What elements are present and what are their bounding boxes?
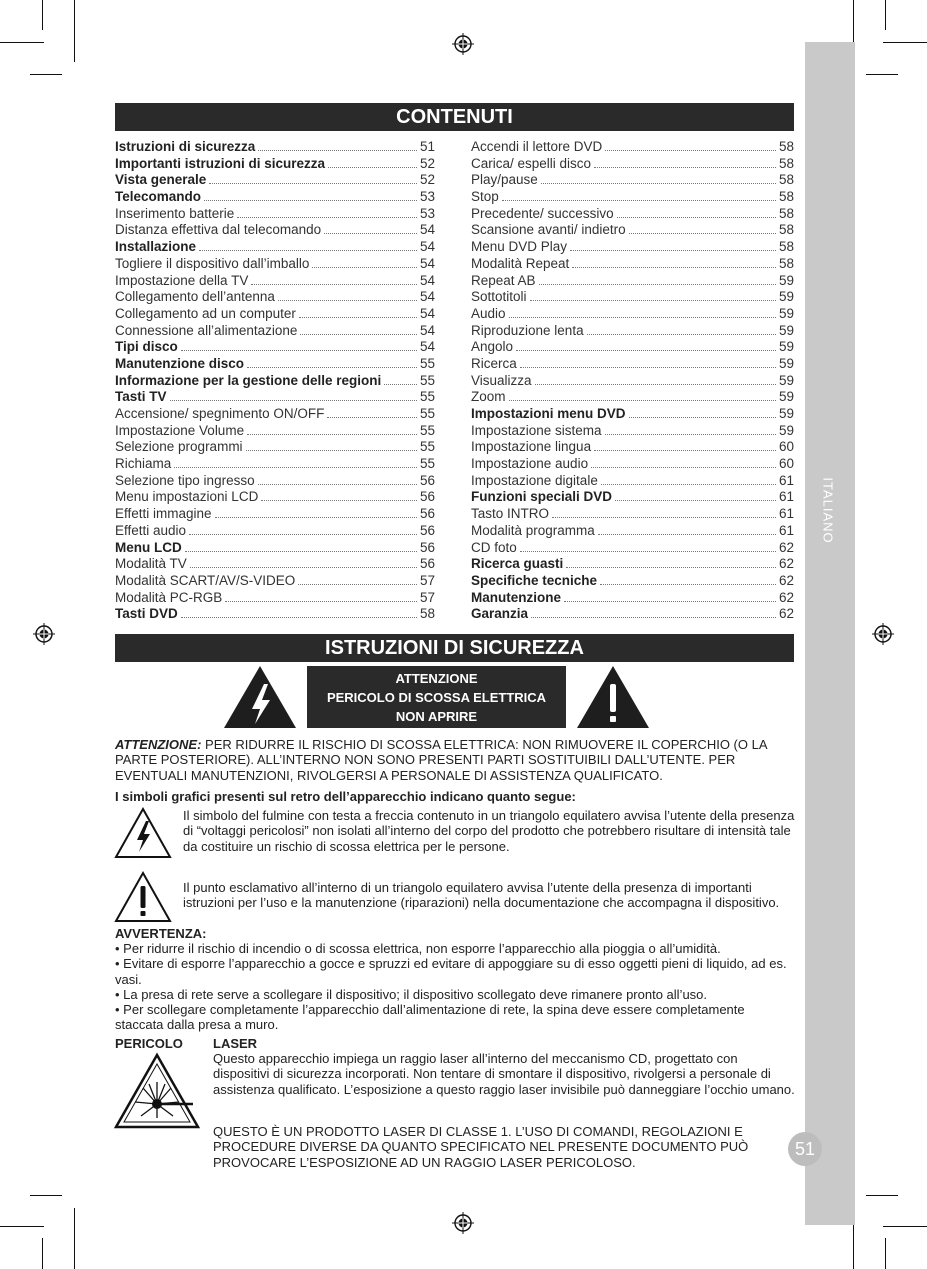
toc-entry-label: Tasto INTRO [471,506,550,522]
toc-leader-dots [299,317,417,318]
toc-entry-label: Repeat AB [471,272,536,288]
language-sidebar [805,42,855,1225]
toc-entry-label: Sottotitoli [471,289,527,305]
toc-entry [115,439,435,456]
toc-leader-dots [520,367,776,368]
toc-entry [115,356,435,373]
toc-leader-dots [531,617,776,618]
attention-label: ATTENZIONE: [115,737,202,752]
avvertenza-item: • Evitare di esporre l’apparecchio a gocce e spruzzi ed evitare di appoggiare su di esso oggetti pieni di liquido, ad es. vasi. [115,956,787,987]
toc-entry-page: 62 [778,572,794,588]
crop-mark [74,0,75,62]
toc-entry [471,323,794,340]
laser-description: Questo apparecchio impiega un raggio laser all’interno del meccanismo CD, progettato con dispositivi di sicurezza incorporati. Non tentare di smontare il dispositivo, rivolgersi a personale di assistenza qualificato. L’esposizione a questo raggio laser invisibile può danneggiare l’occhio umano. [213,1051,795,1097]
toc-leader-dots [601,484,776,485]
toc-leader-dots [509,400,776,401]
toc-entry [471,540,794,557]
toc-entry-label: Modalità PC-RGB [115,589,223,605]
crop-mark [0,1226,44,1227]
toc-leader-dots [190,567,417,568]
toc-entry-label: CD foto [471,539,517,555]
toc-entry [471,256,794,273]
toc-leader-dots [199,250,417,251]
toc-leader-dots [566,567,776,568]
toc-entry-page: 59 [778,289,794,305]
toc-entry-label: Manutenzione disco [115,355,245,371]
page-number: 51 [788,1132,822,1166]
toc-entry-page: 58 [778,255,794,271]
toc-entry [471,523,794,540]
toc-entry [115,339,435,356]
toc-entry [471,439,794,456]
toc-entry [115,156,435,173]
toc-entry-page: 58 [778,155,794,171]
toc-entry-label: Importanti istruzioni di sicurezza [115,155,326,171]
toc-leader-dots [204,200,417,201]
toc-leader-dots [617,217,776,218]
toc-leader-dots [215,517,417,518]
toc-entry-label: Impostazioni menu DVD [471,406,626,421]
toc-entry-page: 58 [419,606,435,622]
toc-entry-page: 55 [419,406,435,421]
toc-entry-page: 60 [778,439,794,455]
toc-entry-label: Collegamento ad un computer [115,305,296,321]
toc-entry-page: 56 [419,522,435,538]
toc-leader-dots [605,434,776,435]
toc-entry-label: Garanzia [471,606,529,622]
toc-entry-label: Tasti TV [115,389,167,405]
toc-entry [471,139,794,156]
crop-mark [866,1195,898,1196]
toc-leader-dots [572,267,776,268]
toc-entry-page: 54 [419,222,435,238]
toc-entry-label: Selezione tipo ingresso [115,472,255,488]
toc-leader-dots [605,150,776,151]
toc-entry-page: 59 [778,305,794,321]
toc-leader-dots [509,317,776,318]
toc-entry-page: 52 [419,155,435,171]
toc-leader-dots [209,183,417,184]
toc-entry-page: 59 [778,422,794,438]
toc-entry-label: Ricerca guasti [471,556,564,572]
toc-entry [115,406,435,423]
toc-entry-page: 56 [419,506,435,522]
toc-entry-page: 57 [419,589,435,605]
toc-entry-page: 54 [419,255,435,271]
toc-entry-page: 59 [778,272,794,288]
toc-right-column [471,139,794,623]
toc-entry [471,590,794,607]
toc-entry-page: 54 [419,289,435,305]
language-label: ITALIANO [820,476,836,544]
toc-leader-dots [516,350,776,351]
crop-mark [42,1238,43,1269]
registration-mark-icon [452,33,474,55]
toc-entry-label: Selezione programmi [115,439,243,455]
toc-entry [115,256,435,273]
toc-entry [471,373,794,390]
toc-entry-label: Scansione avanti/ indietro [471,222,626,238]
toc-entry-page: 58 [778,205,794,221]
avvertenza-list [115,941,795,1033]
toc-entry-page: 62 [778,556,794,572]
lightning-description: Il simbolo del fulmine con testa a freccia contenuto in un triangolo equilatero avvisa l’utente della presenza di “voltaggi pericolosi” non isolati all’interno del corpo del prodotto che potrebbero risultare di intensità tale da costituire un rischio di scossa elettrica per le persone. [183,808,795,854]
toc-leader-dots [174,467,417,468]
toc-entry [115,373,435,390]
toc-leader-dots [170,400,417,401]
crop-mark [866,74,898,75]
toc-entry-page: 62 [778,606,794,622]
toc-entry-page: 55 [419,372,435,388]
lightning-symbol-icon [113,806,173,860]
toc-entry-page: 57 [419,572,435,588]
toc-entry [471,156,794,173]
toc-leader-dots [552,517,776,518]
toc-entry-label: Istruzioni di sicurezza [115,139,256,154]
toc-entry-page: 56 [419,489,435,505]
symbols-heading: I simboli grafici presenti sul retro dell’apparecchio indicano quanto segue: [115,789,576,804]
toc-entry [471,222,794,239]
toc-entry-label: Stop [471,189,499,205]
toc-entry-page: 61 [778,472,794,488]
toc-entry-page: 55 [419,456,435,472]
toc-entry-page: 59 [778,406,794,421]
toc-entry-page: 59 [778,389,794,405]
toc-entry-label: Accendi il lettore DVD [471,139,603,154]
toc-entry-label: Carica/ espelli disco [471,155,592,171]
toc-entry-page: 58 [778,239,794,255]
toc-entry-label: Richiama [115,456,172,472]
toc-entry-label: Modalità TV [115,556,187,572]
toc-leader-dots [629,417,776,418]
toc-entry-label: Tasti DVD [115,606,178,622]
toc-leader-dots [261,500,417,501]
avvertenza-item: • Per scollegare completamente l’apparecchio dall’alimentazione di rete, la spina deve essere completamente staccata dalla presa a muro. [115,1002,745,1033]
toc-leader-dots [298,584,417,585]
safety-title: ISTRUZIONI DI SICUREZZA [115,634,794,662]
toc-leader-dots [502,200,776,201]
toc-leader-dots [520,551,776,552]
toc-entry-page: 61 [778,506,794,522]
toc-entry [115,573,435,590]
toc-entry-label: Collegamento dell’antenna [115,289,275,305]
toc-entry-label: Distanza effettiva dal telecomando [115,222,322,238]
toc-leader-dots [587,334,776,335]
toc-leader-dots [247,367,417,368]
avvertenza-title: AVVERTENZA: [115,926,207,941]
toc-entry-page: 54 [419,339,435,355]
exclamation-description: Il punto esclamativo all’interno di un triangolo equilatero avvisa l’utente della presenza di importanti istruzioni per l’uso e la manutenzione (riparazioni) nella documentazione che accompagna il dispositivo. [183,880,780,911]
toc-entry-label: Tipi disco [115,339,178,355]
exclamation-symbol-icon [113,870,173,924]
toc-entry [471,306,794,323]
toc-entry [471,556,794,573]
attention-paragraph [115,737,795,783]
toc-entry-page: 55 [419,422,435,438]
toc-entry [115,523,435,540]
toc-leader-dots [327,417,417,418]
toc-entry [471,172,794,189]
toc-entry-label: Impostazione Volume [115,422,245,438]
toc-entry-label: Modalità Repeat [471,255,570,271]
toc-entry [115,222,435,239]
toc-entry [471,473,794,490]
toc-entry-page: 62 [778,539,794,555]
toc-leader-dots [312,267,417,268]
toc-entry-label: Impostazione digitale [471,472,598,488]
warning-box [307,666,566,728]
toc-entry [115,206,435,223]
toc-leader-dots [225,601,417,602]
laser-class-warning: QUESTO È UN PRODOTTO LASER DI CLASSE 1. L’USO DI COMANDI, REGOLAZIONI E PROCEDURE DIVERSE DA QUANTO SPECIFICATO NEL PRESENTE DOCUMENTO PUÒ PROVOCARE L’ESPOSIZIONE AD UN RAGGIO LASER PERICOLOSO. [213,1124,749,1170]
registration-mark-icon [33,623,55,645]
toc-entry [471,189,794,206]
toc-entry-label: Play/pause [471,172,538,188]
toc-leader-dots [247,434,417,435]
toc-entry [471,356,794,373]
toc-entry-label: Menu LCD [115,539,182,555]
avvertenza-item: • La presa di rete serve a scollegare il dispositivo; il dispositivo scollegato deve rimanere pronto all’uso. [115,986,708,1002]
toc-entry-page: 61 [778,522,794,538]
toc-entry-label: Inserimento batterie [115,205,235,221]
toc-entry-page: 54 [419,305,435,321]
registration-mark-icon [452,1212,474,1234]
toc-entry-page: 58 [778,139,794,154]
toc-entry [471,206,794,223]
toc-left-column [115,139,435,623]
toc-entry-label: Connessione all’alimentazione [115,322,298,338]
avvertenza-item: • Per ridurre il rischio di incendio o di scossa elettrica, non esporre l’apparecchio alla pioggia o all’umidità. [115,941,721,956]
registration-mark-icon [872,623,894,645]
toc-entry-label: Informazione per la gestione delle regioni [115,372,382,388]
toc-entry-page: 51 [419,139,435,154]
toc-entry-label: Manutenzione [471,589,561,605]
toc-leader-dots [594,450,776,451]
toc-entry [471,239,794,256]
crop-mark [74,1208,75,1269]
toc-entry [115,606,435,623]
crop-mark [885,0,886,30]
toc-entry [115,590,435,607]
toc-entry [115,306,435,323]
toc-entry [115,323,435,340]
exclamation-warning-icon [575,664,651,730]
toc-leader-dots [384,384,417,385]
toc-entry-page: 53 [419,189,435,205]
toc-entry-label: Togliere il dispositivo dall’imballo [115,255,310,271]
toc-entry [471,273,794,290]
toc-entry-page: 62 [778,589,794,605]
toc-entry-page: 59 [778,322,794,338]
toc-entry-label: Impostazione lingua [471,439,592,455]
toc-entry [471,606,794,623]
toc-leader-dots [189,534,417,535]
toc-entry-page: 56 [419,472,435,488]
toc-leader-dots [541,183,776,184]
toc-entry-page: 54 [419,239,435,255]
toc-entry [471,289,794,306]
toc-entry-page: 58 [778,222,794,238]
toc-leader-dots [591,467,776,468]
toc-entry [471,406,794,423]
toc-entry-label: Vista generale [115,172,207,188]
toc-entry-label: Ricerca [471,355,517,371]
toc-title: CONTENUTI [115,103,794,131]
toc-entry-page: 61 [778,489,794,505]
toc-entry-page: 56 [419,539,435,555]
toc-entry-label: Angolo [471,339,514,355]
toc-entry-page: 54 [419,272,435,288]
toc-entry [115,239,435,256]
toc-entry-label: Precedente/ successivo [471,205,614,221]
toc-leader-dots [629,233,776,234]
toc-entry-label: Audio [471,305,506,321]
toc-entry-label: Impostazione audio [471,456,589,472]
laser-warning-icon [113,1052,201,1130]
toc-entry-page: 52 [419,172,435,188]
toc-leader-dots [300,334,417,335]
toc-leader-dots [539,284,776,285]
toc-leader-dots [535,384,776,385]
toc-entry-page: 60 [778,456,794,472]
toc-entry-label: Modalità SCART/AV/S-VIDEO [115,572,296,588]
toc-entry [471,506,794,523]
toc-leader-dots [600,584,776,585]
lightning-warning-icon [222,664,298,730]
toc-entry [115,273,435,290]
toc-entry [115,540,435,557]
toc-entry-label: Specifiche tecniche [471,572,598,588]
toc-leader-dots [258,484,417,485]
toc-entry-label: Funzioni speciali DVD [471,489,613,505]
toc-entry-label: Riproduzione lenta [471,322,584,338]
toc-leader-dots [251,284,417,285]
toc-entry [115,172,435,189]
toc-leader-dots [598,534,776,535]
pericolo-label: PERICOLO [115,1036,183,1051]
toc-entry-page: 54 [419,322,435,338]
toc-entry-page: 56 [419,556,435,572]
attention-text: PER RIDURRE IL RISCHIO DI SCOSSA ELETTRICA: NON RIMUOVERE IL COPERCHIO (O LA PARTE POSTERIORE). ALL’INTERNO NON SONO PRESENTI PARTI SOSTITUIBILI DALL’UTENTE. PER EVENTUALI MANUTENZIONI, RIVOLGERSI A PERSONALE DI ASSISTENZA QUALIFICATO. [115,737,767,783]
toc-entry [471,389,794,406]
toc-entry [115,506,435,523]
toc-leader-dots [258,150,417,151]
warning-line-1: ATTENZIONE [395,670,478,686]
toc-entry-label: Menu DVD Play [471,239,568,255]
toc-entry [115,556,435,573]
toc-entry [115,489,435,506]
toc-leader-dots [181,617,417,618]
toc-entry-label: Impostazione della TV [115,272,249,288]
toc-entry-label: Impostazione sistema [471,422,602,438]
toc-entry [471,339,794,356]
toc-leader-dots [570,250,776,251]
toc-leader-dots [246,450,417,451]
toc-leader-dots [237,217,417,218]
crop-mark [885,1238,886,1269]
crop-mark [42,0,43,30]
toc-leader-dots [181,350,417,351]
toc-leader-dots [328,167,417,168]
toc-entry-label: Modalità programma [471,522,595,538]
laser-title: LASER [213,1036,258,1051]
toc-entry-label: Telecomando [115,189,202,205]
toc-entry-label: Zoom [471,389,506,405]
toc-entry-label: Effetti audio [115,522,187,538]
crop-mark [0,42,44,43]
toc-leader-dots [615,500,776,501]
toc-entry [471,573,794,590]
toc-entry-page: 59 [778,372,794,388]
toc-entry-page: 55 [419,389,435,405]
toc-entry [115,389,435,406]
toc-entry-page: 58 [778,189,794,205]
toc-entry [115,139,435,156]
toc-entry [115,189,435,206]
toc-leader-dots [594,167,776,168]
toc-leader-dots [185,551,417,552]
toc-entry-page: 55 [419,355,435,371]
crop-mark [30,1195,62,1196]
toc-entry-page: 55 [419,439,435,455]
toc-entry-label: Accensione/ spegnimento ON/OFF [115,406,325,421]
toc-leader-dots [530,300,776,301]
toc-leader-dots [564,601,776,602]
toc-leader-dots [278,300,417,301]
toc-entry-label: Menu impostazioni LCD [115,489,259,505]
toc-entry [115,473,435,490]
toc-leader-dots [324,233,417,234]
toc-entry-label: Visualizza [471,372,532,388]
toc-entry-label: Effetti immagine [115,506,212,522]
toc-entry [115,456,435,473]
crop-mark [883,1226,927,1227]
crop-mark [30,74,62,75]
toc-entry-page: 59 [778,339,794,355]
toc-entry-page: 58 [778,172,794,188]
toc-entry [115,289,435,306]
warning-line-3: NON APRIRE [395,708,478,724]
toc-entry-page: 53 [419,205,435,221]
toc-entry-label: Installazione [115,239,197,255]
warning-line-2: PERICOLO DI SCOSSA ELETTRICA [326,689,547,705]
toc-entry [115,423,435,440]
toc-entry [471,423,794,440]
crop-mark [883,42,927,43]
toc-entry-page: 59 [778,355,794,371]
toc-entry [471,456,794,473]
toc-entry [471,489,794,506]
